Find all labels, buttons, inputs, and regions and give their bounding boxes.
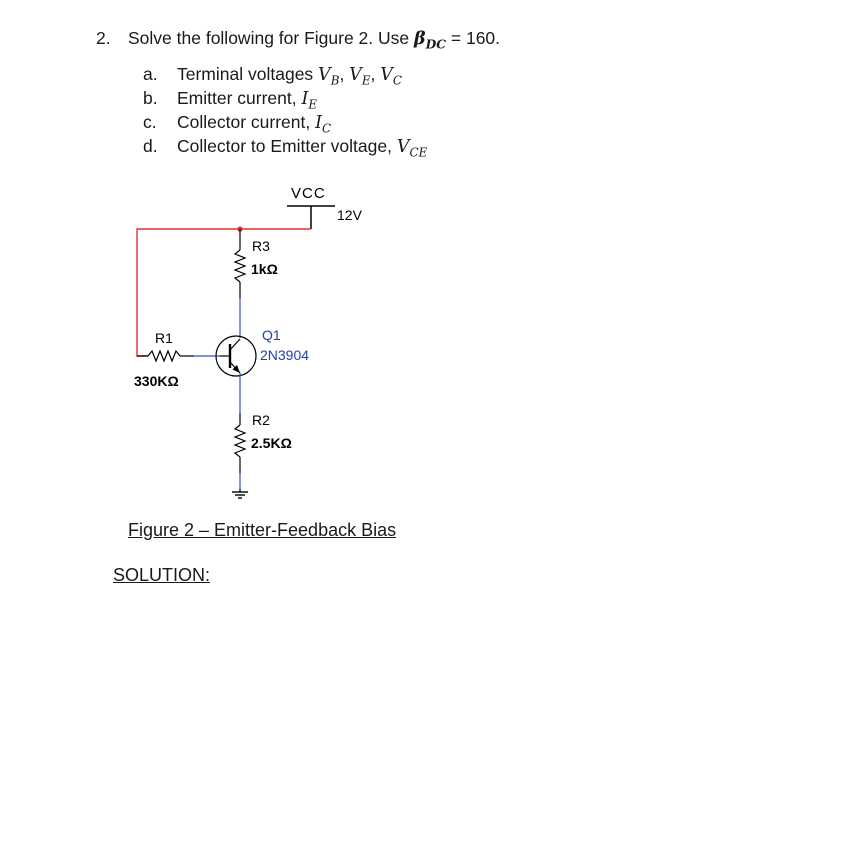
part-text: Emitter current, (177, 87, 297, 108)
part-letter: b. (143, 87, 158, 108)
resistor-r1 (134, 330, 220, 389)
r3-value: 1kΩ (251, 261, 278, 277)
solution-heading: SOLUTION: (113, 565, 211, 585)
q1-collector-lead (230, 339, 240, 350)
beta-subscript: DC (425, 36, 446, 52)
part-letter: a. (143, 63, 158, 84)
vcc-value: 12V (337, 207, 362, 223)
question-number: 2. (96, 28, 111, 48)
math-variable: $V_C$ (380, 64, 402, 87)
question-intro: Solve the following for Figure 2. Use (128, 28, 410, 48)
r1-name: R1 (155, 330, 173, 346)
part-letter: c. (143, 111, 157, 132)
beta-value: = 160. (450, 28, 501, 48)
vcc-label: VCC (291, 185, 326, 202)
question-part: a. Terminal voltages $V_B$ , $V_E$ , $V_C$ (143, 63, 402, 87)
beta-symbol: $\beta_{DC}$ (414, 29, 446, 52)
ground-symbol (232, 473, 248, 498)
r3-name: R3 (252, 238, 270, 254)
math-variable: $V_B$ (318, 64, 340, 87)
q1-part: 2N3904 (260, 347, 310, 363)
r1-zigzag (148, 351, 180, 361)
part-text: Collector current, (177, 111, 311, 132)
math-variable: $I_C$ (315, 112, 332, 135)
math-variable: $I_E$ (301, 88, 318, 111)
part-text: Collector to Emitter voltage, (177, 135, 392, 156)
transistor-q1 (216, 327, 309, 376)
resistor-r3 (235, 229, 278, 338)
vcc-source (287, 185, 363, 229)
resistor-r2 (235, 373, 292, 473)
math-variable: $V_{CE}$ (396, 136, 428, 159)
part-text: Terminal voltages (177, 63, 314, 84)
r2-value: 2.5KΩ (251, 435, 292, 451)
r3-zigzag (235, 250, 245, 282)
q1-name: Q1 (262, 327, 281, 343)
figure-caption: Figure 2 – Emitter-Feedback Bias (128, 520, 397, 540)
r2-zigzag (235, 425, 245, 457)
r2-name: R2 (252, 412, 270, 428)
r1-value: 330KΩ (134, 373, 179, 389)
math-variable: $V_E$ (349, 64, 371, 87)
part-letter: d. (143, 135, 158, 156)
